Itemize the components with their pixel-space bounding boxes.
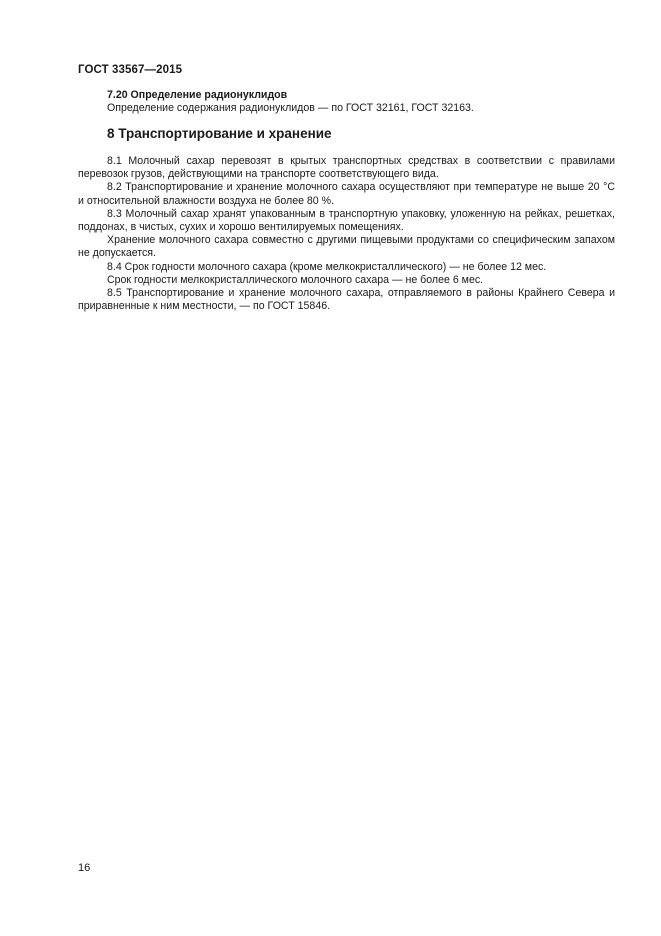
section-7-20-title: 7.20 Определение радионуклидов xyxy=(107,89,288,101)
page-number: 16 xyxy=(78,862,91,874)
paragraph-8-2: 8.2 Транспортирование и хранение молочного сахара осуществляют при температуре не выше 20 °С и относительной влажности воздуха не более 80 %. xyxy=(78,181,615,207)
section-7-20-text: Определение содержания радионуклидов — по ГОСТ 32161, ГОСТ 32163. xyxy=(107,102,474,114)
section-8-title: 8 Транспортирование и хранение xyxy=(107,126,332,141)
paragraph-8-3: 8.3 Молочный сахар хранят упакованным в транспортную упаковку, уложенную на рейках, решетках, поддонах, в чистых, сухих и хорошо вентилируемых помещениях. xyxy=(78,207,615,234)
paragraph-8-4: 8.4 Срок годности молочного сахара (кроме мелкокристаллического) — не более 12 мес. xyxy=(107,260,547,273)
section-8-body xyxy=(78,155,615,313)
document-header: ГОСТ 33567—2015 xyxy=(78,64,183,76)
section-7-20 xyxy=(78,89,618,115)
paragraph-8-4-shelf-life: Срок годности мелкокристаллического молочного сахара — не более 6 мес. xyxy=(107,273,484,286)
paragraph-8-5: 8.5 Транспортирование и хранение молочного сахара, отправляемого в районы Крайнего Севера и приравненные к ним местности, — по ГОСТ 15846. xyxy=(78,287,615,313)
paragraph-8-3-storage: Хранение молочного сахара совместно с другими пищевыми продуктами со специфическим запахом не допускается. xyxy=(78,234,615,260)
paragraph-8-1: 8.1 Молочный сахар перевозят в крытых транспортных средствах в соответствии с правилами перевозок грузов, действующими на транспорте соответствующего вида. xyxy=(78,155,615,181)
